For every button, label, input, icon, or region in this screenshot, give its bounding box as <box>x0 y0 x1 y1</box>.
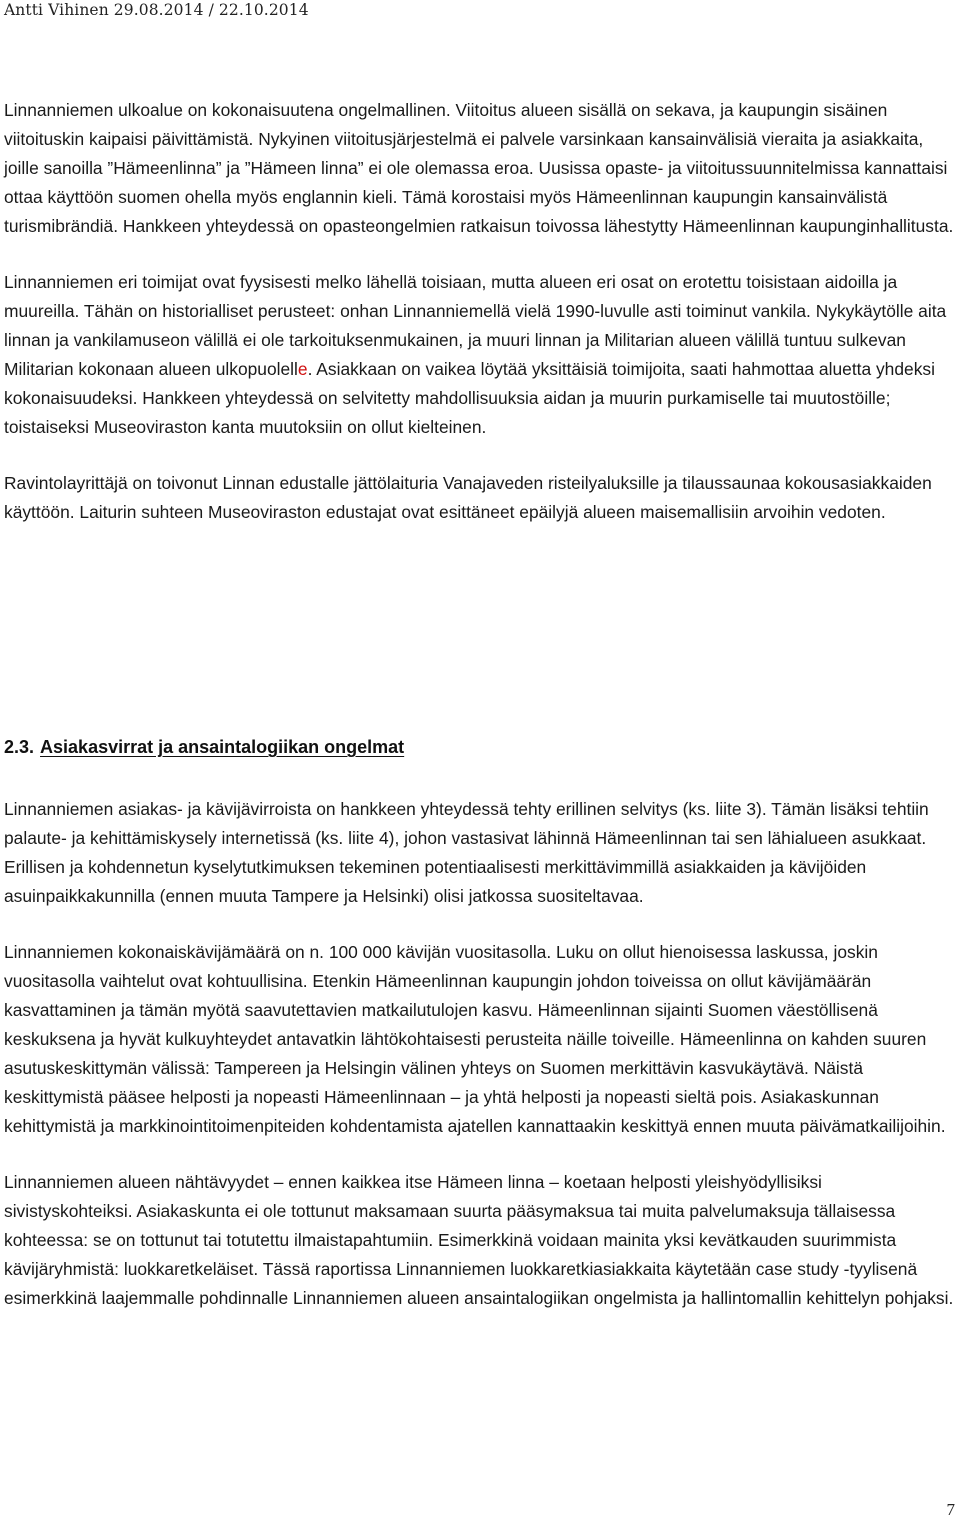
page-header: Antti Vihinen 29.08.2014 / 22.10.2014 <box>4 1 309 19</box>
paragraph-signage-part-b: Uusissa opaste- ja viitoitussuunnitelmissa kannattaisi ottaa käyttöön suomen ohella myös englannin kieli. Tämä korostaisi myös Hämeenlinnan kaupungin kansainvälistä turismibrändiä. Hankkeen yhteydessä on opasteongelmien ratkaisun toivossa lähestytty Hämeenlinnan kaupunginhallitusta. <box>4 158 954 236</box>
paragraph-gap <box>4 241 954 268</box>
paragraph-gap <box>4 1141 954 1168</box>
paragraph-signage <box>4 96 954 241</box>
paragraph-attractions: Linnanniemen alueen nähtävyydet – ennen kaikkea itse Hämeen linna – koetaan helposti yleishyödyllisiksi sivistyskohteiksi. Asiakaskunta ei ole tottunut maksamaan suurta pääsymaksua tai muita palvelumaksuja tällaisessa kohteessa: se on tottunut tai totutettu ilmaistapahtumiin. Esimerkkinä voidaan mainita yksi kevätkauden suurimmista kävijäryhmistä: luokkaretkeläiset. Tässä raportissa Linnanniemen luokkaretkiasiakkaita käytetään case study -tyylisenä esimerkkinä laajemmalle pohdinnalle Linnanniemen alueen ansaintalogiikan ongelmista ja hallintomallin kehittelyn pohjaksi. <box>4 1172 954 1308</box>
paragraph-visitor-count: Linnanniemen kokonaiskävijämäärä on n. 100 000 kävijän vuositasolla. Luku on ollut hienoisessa laskussa, joskin vuositasolla vaihtelut ovat kohtuullisina. Etenkin Hämeenlinnan kaupungin johdon toiveissa on ollut kävijämäärän kasvattaminen ja tämän myötä saavutettavien matkailutulojen kasvu. Hämeenlinnan sijainti Suomen väestöllisenä keskuksena ja hyvät kulkuyhteydet antavatkin lähtökohtaisesti perusteita näille toiveille. Hämeenlinna on kahden suuren asutuskeskittymän välissä: Tampereen ja Helsingin välinen yhteys on Suomen merkittävin kasvukäytävä. Näistä keskittymistä pääsee helposti ja nopeasti Hämeenlinnaan – ja yhtä helposti ja nopeasti sieltä pois. Asiakaskunnan kehittymistä ja markkinointitoimenpiteiden kohdentamista ajatellen kannattaakin keskittyä ennen muuta päivämatkailijoihin. <box>4 942 946 1136</box>
paragraph-signage-part-a: Linnanniemen ulkoalue on kokonaisuutena ongelmallinen. Viitoitus alueen sisällä on sekava, ja kaupungin sisäinen viitoituskin kaipaisi päivittämistä. Nykyinen viitoitusjärjestelmä ei palvele varsinkaan kansainvälisiä vieraita ja asiakkaita, joille sanoilla ”Hämeenlinna” ja ”Hämeen linna” ei ole olemassa eroa. <box>4 100 924 178</box>
paragraph-walls-part-a: Linnanniemen eri toimijat ovat fyysisesti melko lähellä toisiaan, mutta alueen eri osat on erotettu toisistaan aidoilla ja muureilla. Tähän on historialliset perusteet: onhan Linnanniemellä vielä 1990-luvulle asti toiminut vankila. Nykykäytölle aita linnan ja vankilamuseon välillä ei ole tarkoituksenmukainen, ja muuri linnan ja Militarian alueen välillä tuntuu sulkevan Militarian kokonaan alueen ulkopuolell <box>4 272 947 379</box>
paragraph-walls <box>4 268 954 442</box>
section-title: Asiakasvirrat ja ansaintalogiikan ongelmat <box>40 737 405 757</box>
paragraph-walls-part-b: . Asiakkaan on vaikea löytää yksittäisiä toimijoita, saati hahmottaa aluetta yhdeksi kokonaisuudeksi. Hankkeen yhteydessä on selvitetty mahdollisuuksia aidan ja muurin purkamiselle tai muutostöille; toistaiseksi Museoviraston kanta muutoksiin on ollut kielteinen. <box>4 359 935 437</box>
document-body-bottom <box>4 795 954 1313</box>
paragraph-restaurant: Ravintolayrittäjä on toivonut Linnan edustalle jättölaituria Vanajaveden risteilyaluksille ja tilaussaunaa kokousasiakkaiden käyttöön. Laiturin suhteen Museoviraston edustajat ovat esittäneet epäilyjä alueen maisemallisiin arvoihin vedoten. <box>4 473 932 522</box>
paragraph-customer-flows: Linnanniemen asiakas- ja kävijävirroista on hankkeen yhteydessä tehty erillinen selvitys (ks. liite 3). Tämän lisäksi tehtiin palaute- ja kehittämiskysely internetissä (ks. liite 4), johon vastasivat lähinnä Hämeenlinnan tai sen lähialueen asukkaat. Erillisen ja kohdennetun kyselytutkimuksen tekeminen potentiaalisesti merkittävimmillä asiakkaiden ja kävijöiden asuinpaikkakunnilla (ennen muuta Tampere ja Helsinki) olisi jatkossa suositeltavaa. <box>4 799 929 906</box>
page-number: 7 <box>946 1500 955 1519</box>
paragraph-gap <box>4 911 954 938</box>
document-body-top <box>4 96 954 527</box>
section-heading <box>4 737 404 758</box>
paragraph-gap <box>4 442 954 469</box>
paragraph-walls-red-letter: e <box>297 359 308 379</box>
section-number: 2.3. <box>4 737 35 757</box>
